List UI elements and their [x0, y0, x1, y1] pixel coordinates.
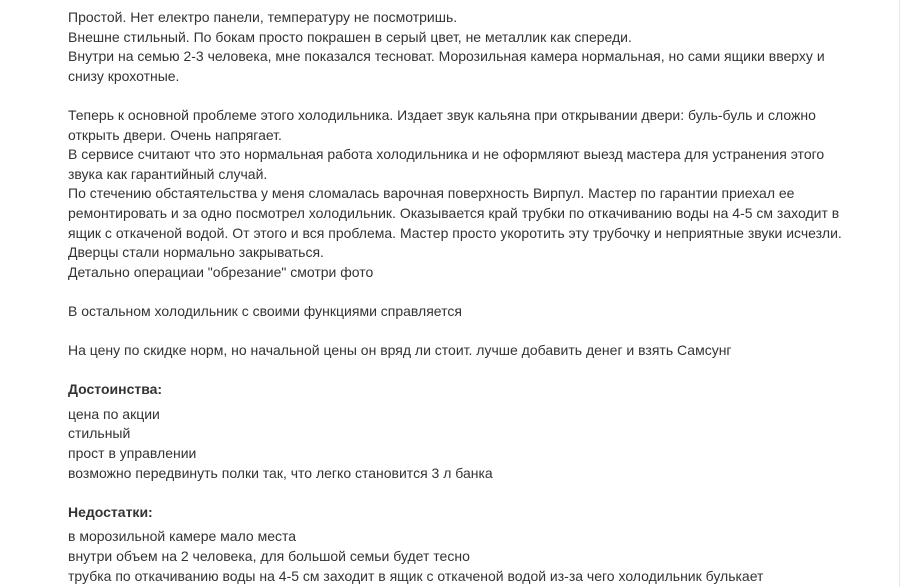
cons-section	[68, 503, 868, 586]
review-line: снизу крохотные.	[68, 67, 180, 84]
review-line: Простой. Нет електро панели, температуру не посмотришь.	[68, 9, 458, 25]
price-paragraph: На цену по скидке норм, но начальной цены он вряд ли стоит. лучше добавить денег и взять Самсунг	[68, 342, 732, 359]
review-line: Внешне стильный. По бокам просто покрашен в серый цвет, не металлик как спереди.	[68, 28, 632, 45]
review-line: Детально операциаи "обрезание" смотри фото	[68, 263, 374, 280]
pros-section	[68, 380, 868, 483]
review-line: Теперь к основной проблеме этого холодильника. Издает звук кальяна при открывании двери: буль-буль и сложно	[68, 106, 816, 123]
review-line: По стечению обстаятельства у меня сломалась варочная поверхность Вирпул. Мастер по гарантии приехал ее	[68, 185, 795, 202]
review-line: звука как гарантийный случай.	[68, 165, 268, 182]
review-line: ремонтировать и за одно посмотрел холодильник. Оказывается край трубки по откачиванию воды на 4-5 см заходит в	[68, 204, 840, 221]
paragraph-spacer	[68, 483, 868, 503]
review-line: ящик с откаченой водой. От этого и вся проблема. Мастер просто укоротить эту трубочку и неприятные звуки исчезли.	[68, 224, 842, 241]
cons-list	[68, 527, 868, 586]
paragraph-spacer	[68, 282, 868, 302]
review-line: Дверцы стали нормально закрываться.	[68, 244, 324, 261]
rest-paragraph: В остальном холодильник с своими функциями справляется	[68, 302, 462, 319]
problem-paragraph	[68, 106, 868, 282]
cons-title: Недостатки:	[68, 503, 153, 520]
list-item: цена по акции	[68, 405, 160, 422]
review-line: открыть двери. Очень напрягает.	[68, 126, 282, 143]
paragraph-spacer	[68, 361, 868, 381]
list-item: в морозильной камере мало места	[68, 528, 297, 545]
pros-list	[68, 405, 868, 483]
list-item: прост в управлении	[68, 445, 197, 462]
list-item: стильный	[68, 425, 131, 442]
list-item: возможно передвинуть полки так, что легко становится 3 л банка	[68, 464, 493, 481]
paragraph-spacer	[68, 86, 868, 106]
review-text	[68, 8, 868, 586]
list-item: внутри объем на 2 человека, для большой семьи будет тесно	[68, 548, 470, 565]
review-line: Внутри на семью 2-3 человека, мне показался тесноват. Морозильная камера нормальная, но сами ящики вверху и	[68, 48, 825, 65]
pros-title: Достоинства:	[68, 381, 163, 398]
list-item: трубка по откачиванию воды на 4-5 см заходит в ящик с откаченой водой из-за чего холодильник булькает	[68, 567, 764, 584]
intro-paragraph	[68, 8, 868, 86]
review-line: В сервисе считают что это нормальная работа холодильника и не оформляют выезд мастера для устранения этого	[68, 146, 825, 163]
paragraph-spacer	[68, 322, 868, 342]
